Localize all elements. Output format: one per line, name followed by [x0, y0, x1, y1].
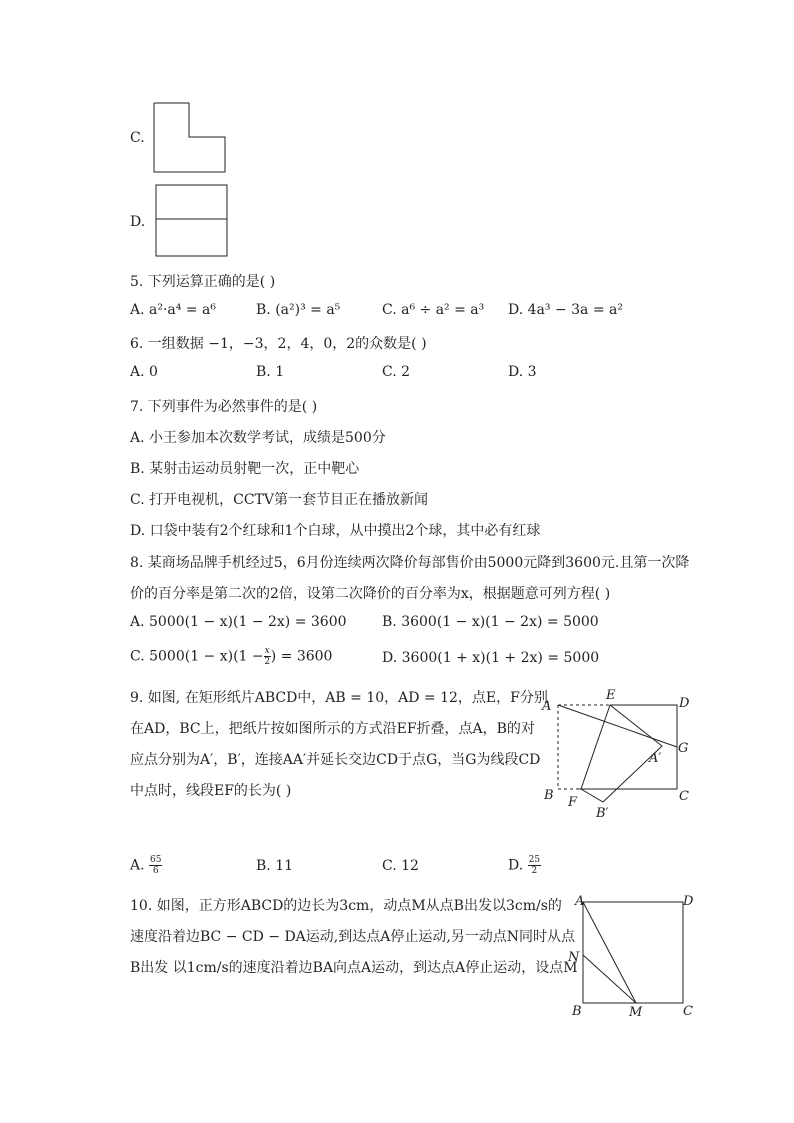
q9-option-d-label: D. [508, 857, 524, 874]
q9-option-a-fraction [149, 855, 162, 876]
point-label-A: A [542, 699, 552, 714]
q6-option-d[interactable]: D. 3 [508, 364, 537, 380]
point-label-C: C [683, 1004, 693, 1019]
q9-d-frac-num: 25 [528, 855, 541, 865]
q8-option-c[interactable] [130, 646, 332, 667]
q9-option-c[interactable]: C. 12 [382, 858, 419, 874]
q7-option-d[interactable]: D. 口袋中装有2个红球和1个白球，从中摸出2个球，其中必有红球 [130, 523, 541, 539]
q9-a-frac-num: 65 [150, 855, 162, 865]
q6-option-a[interactable]: A. 0 [130, 364, 158, 380]
q5-option-c[interactable]: C. a⁶ ÷ a² = a³ [382, 302, 485, 318]
q5-option-b[interactable]: B. (a²)³ = a⁵ [256, 302, 341, 318]
dashed-original-edge [558, 705, 579, 789]
q5-option-d[interactable]: D. 4a³ − 3a = a² [508, 302, 623, 318]
point-label-G: G [678, 741, 689, 756]
q7-option-b[interactable]: B. 某射击运动员射靶一次，正中靶心 [130, 461, 360, 477]
question-7-stem: 7. 下列事件为必然事件的是( ) [130, 399, 318, 415]
q8-option-b[interactable]: B. 3600(1 − x)(1 − 2x) = 5000 [382, 614, 599, 630]
question-9-figure [536, 684, 698, 822]
option-c-label: C. [130, 130, 145, 146]
q5-option-a[interactable]: A. a²·a⁴ = a⁶ [130, 302, 216, 318]
square-ABCD [583, 902, 683, 1003]
point-label-E: E [606, 688, 616, 703]
question-9-stem-line2: 在AD，BC上，把纸片按如图所示的方式沿EF折叠，点A，B的对 [130, 721, 535, 737]
point-label-B: B [572, 1004, 582, 1019]
question-10-stem-line2: 速度沿着边BC − CD − DA运动,到达点A停止运动,另一动点N同时从点 [130, 929, 576, 945]
question-9-stem-line3: 应点分别为A′，B′，连接AA′并延长交边CD于点G，当G为线段CD [130, 752, 541, 768]
point-label-N: N [568, 950, 580, 965]
point-label-M: M [629, 1005, 643, 1020]
q7-option-a[interactable]: A. 小王参加本次数学考试，成绩是500分 [130, 430, 386, 446]
segment-NM [583, 955, 636, 1003]
question-9-stem-line1: 9. 如图, 在矩形纸片ABCD中，AB = 10，AD = 12，点E，F分别 [130, 690, 548, 706]
q8-option-c-pre: C. 5000(1 − x)(1 − [130, 648, 264, 665]
question-8-stem-line1: 8. 某商场品牌手机经过5，6月份连续两次降价每部售价由5000元降到3600元.且第一次降 [130, 555, 690, 571]
q9-option-a[interactable] [130, 855, 162, 876]
fold-line-EF [581, 705, 610, 789]
q9-a-frac-den: 6 [152, 866, 159, 876]
q8-c-frac-num: x [264, 646, 270, 656]
question-6-stem: 6. 一组数据 −1，−3，2，4，0，2的众数是( ) [130, 336, 427, 352]
question-5-stem: 5. 下列运算正确的是( ) [130, 274, 276, 290]
question-9-stem-line4: 中点时，线段EF的长为( ) [130, 783, 292, 799]
q9-option-a-label: A. [130, 857, 145, 874]
q8-option-d[interactable]: D. 3600(1 + x)(1 + 2x) = 5000 [382, 650, 600, 666]
q8-option-c-fraction [264, 646, 271, 667]
q9-option-d[interactable] [508, 855, 541, 876]
option-d-figure [155, 184, 230, 258]
q9-option-b[interactable]: B. 11 [256, 858, 294, 874]
point-label-F: F [568, 795, 578, 810]
question-10-stem-line1: 10. 如图，正方形ABCD的边长为3cm，动点M从点B出发以3cm/s的 [130, 898, 562, 914]
option-d-label: D. [130, 214, 146, 230]
question-10-figure [564, 890, 698, 1020]
option-c-figure [153, 102, 228, 174]
question-8-stem-line2: 价的百分率是第二次的2倍，设第二次降价的百分率为x，根据题意可列方程( ) [130, 586, 611, 602]
q9-d-frac-den: 2 [531, 866, 538, 876]
q8-c-frac-den: 2 [264, 657, 271, 667]
q6-option-b[interactable]: B. 1 [256, 364, 285, 380]
segment-AM [583, 902, 636, 1003]
point-label-C: C [679, 789, 689, 804]
q6-option-c[interactable]: C. 2 [382, 364, 411, 380]
point-label-A-prime: A′ [649, 751, 662, 766]
q8-option-a[interactable]: A. 5000(1 − x)(1 − 2x) = 3600 [130, 614, 347, 630]
q9-option-d-fraction [528, 855, 541, 876]
point-label-B-prime: B′ [596, 806, 609, 821]
point-label-D: D [679, 696, 690, 711]
point-label-B: B [544, 788, 554, 803]
q7-option-c[interactable]: C. 打开电视机，CCTV第一套节目正在播放新闻 [130, 492, 428, 508]
q8-option-c-post: ) = 3600 [270, 648, 333, 665]
point-label-A: A [575, 894, 585, 909]
point-label-D: D [683, 894, 694, 909]
question-10-stem-line3: B出发 以1cm/s的速度沿着边BA向点A运动，到达点A停止运动，设点M [130, 960, 578, 976]
